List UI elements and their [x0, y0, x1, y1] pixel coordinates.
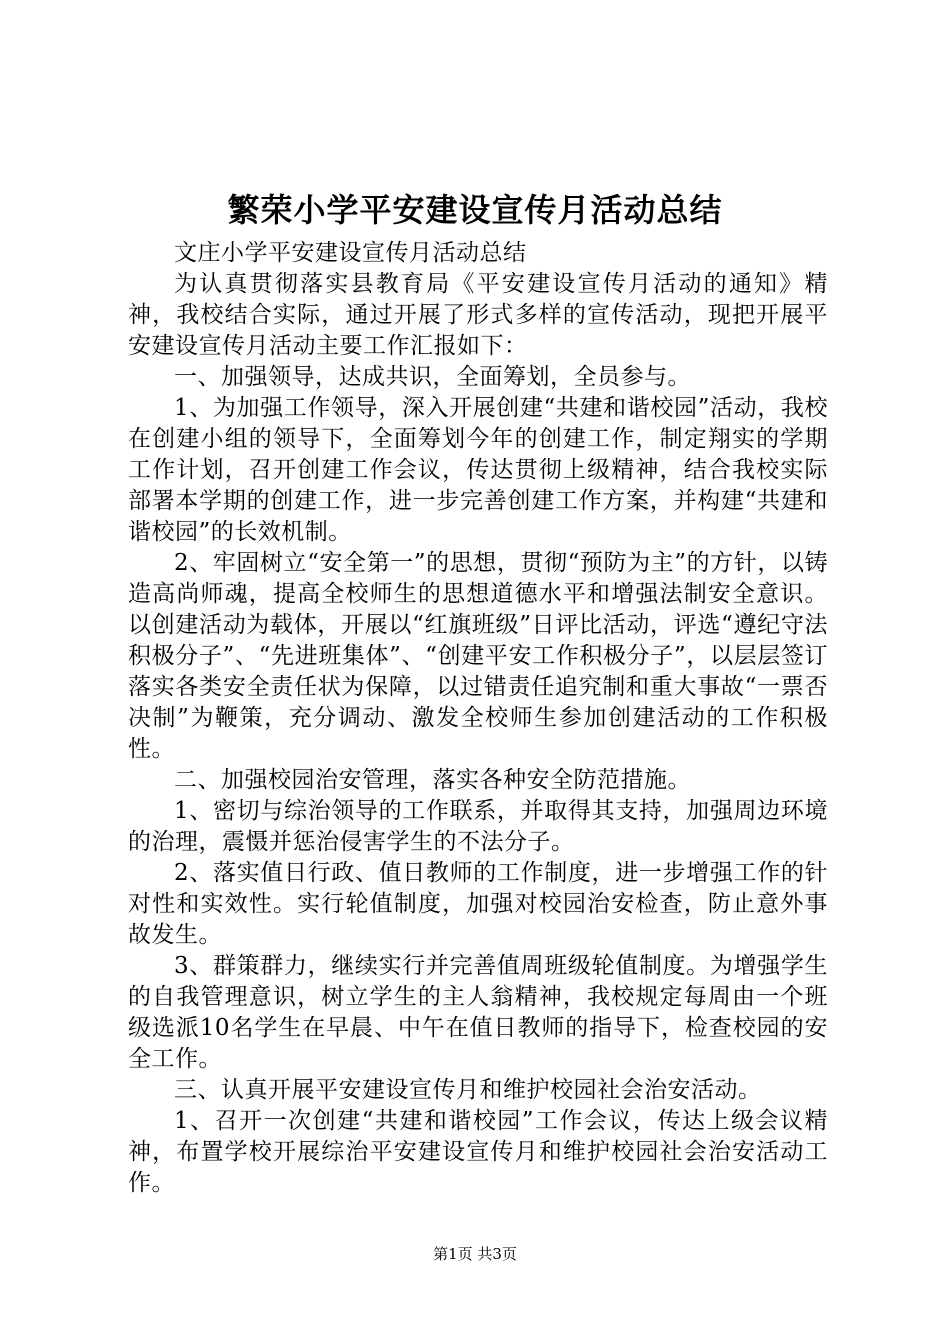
paragraph: 3、群策群力，继续实行并完善值周班级轮值制度。为增强学生的自我管理意识，树立学生的主人翁精神，我校规定每周由一个班级选派10名学生在早晨、中午在值日教师的指导下，检查校园的安全工作。	[128, 953, 828, 1072]
page-footer: 第1页 共3页	[433, 1245, 517, 1263]
paragraph: 1、密切与综治领导的工作联系，并取得其支持，加强周边环境的治理，震慑并惩治侵害学生的不法分子。	[128, 798, 828, 855]
paragraph: 为认真贯彻落实县教育局《平安建设宣传月活动的通知》精神，我校结合实际，通过开展了形式多样的宣传活动，现把开展平安建设宣传月活动主要工作汇报如下：	[128, 271, 828, 359]
paragraph: 1、为加强工作领导，深入开展创建“共建和谐校园”活动，我校在创建小组的领导下，全面筹划今年的创建工作，制定翔实的学期工作计划，召开创建工作会议，传达贯彻上级精神，结合我校实际部署本学期的创建工作，进一步完善创建工作方案，并构建“共建和谐校园”的长效机制。	[128, 395, 828, 545]
paragraph: 1、召开一次创建“共建和谐校园”工作会议，传达上级会议精神，布置学校开展综治平安建设宣传月和维护校园社会治安活动工作。	[128, 1108, 828, 1196]
section-heading: 一、加强领导，达成共识，全面筹划，全员参与。	[174, 364, 691, 390]
paragraph: 2、牢固树立“安全第一”的思想，贯彻“预防为主”的方针，以铸造高尚师魂，提高全校师生的思想道德水平和增强法制安全意识。以创建活动为载体，开展以“红旗班级”日评比活动，评选“遵纪守法积极分子”、“先进班集体”、“创建平安工作积极分子”，以层层签订落实各类安全责任状为保障，以过错责任追究制和重大事故“一票否决制”为鞭策，充分调动、激发全校师生参加创建活动的工作积极性。	[128, 550, 828, 762]
document-title: 繁荣小学平安建设宣传月活动总结	[227, 191, 723, 229]
section-heading: 三、认真开展平安建设宣传月和维护校园社会治安活动。	[174, 1077, 762, 1103]
paragraph: 2、落实值日行政、值日教师的工作制度，进一步增强工作的针对性和实效性。实行轮值制度，加强对校园治安检查，防止意外事故发生。	[128, 860, 828, 948]
section-heading: 二、加强校园治安管理，落实各种安全防范措施。	[174, 767, 691, 793]
paragraph: 文庄小学平安建设宣传月活动总结	[174, 240, 527, 266]
document-body	[128, 238, 828, 1199]
